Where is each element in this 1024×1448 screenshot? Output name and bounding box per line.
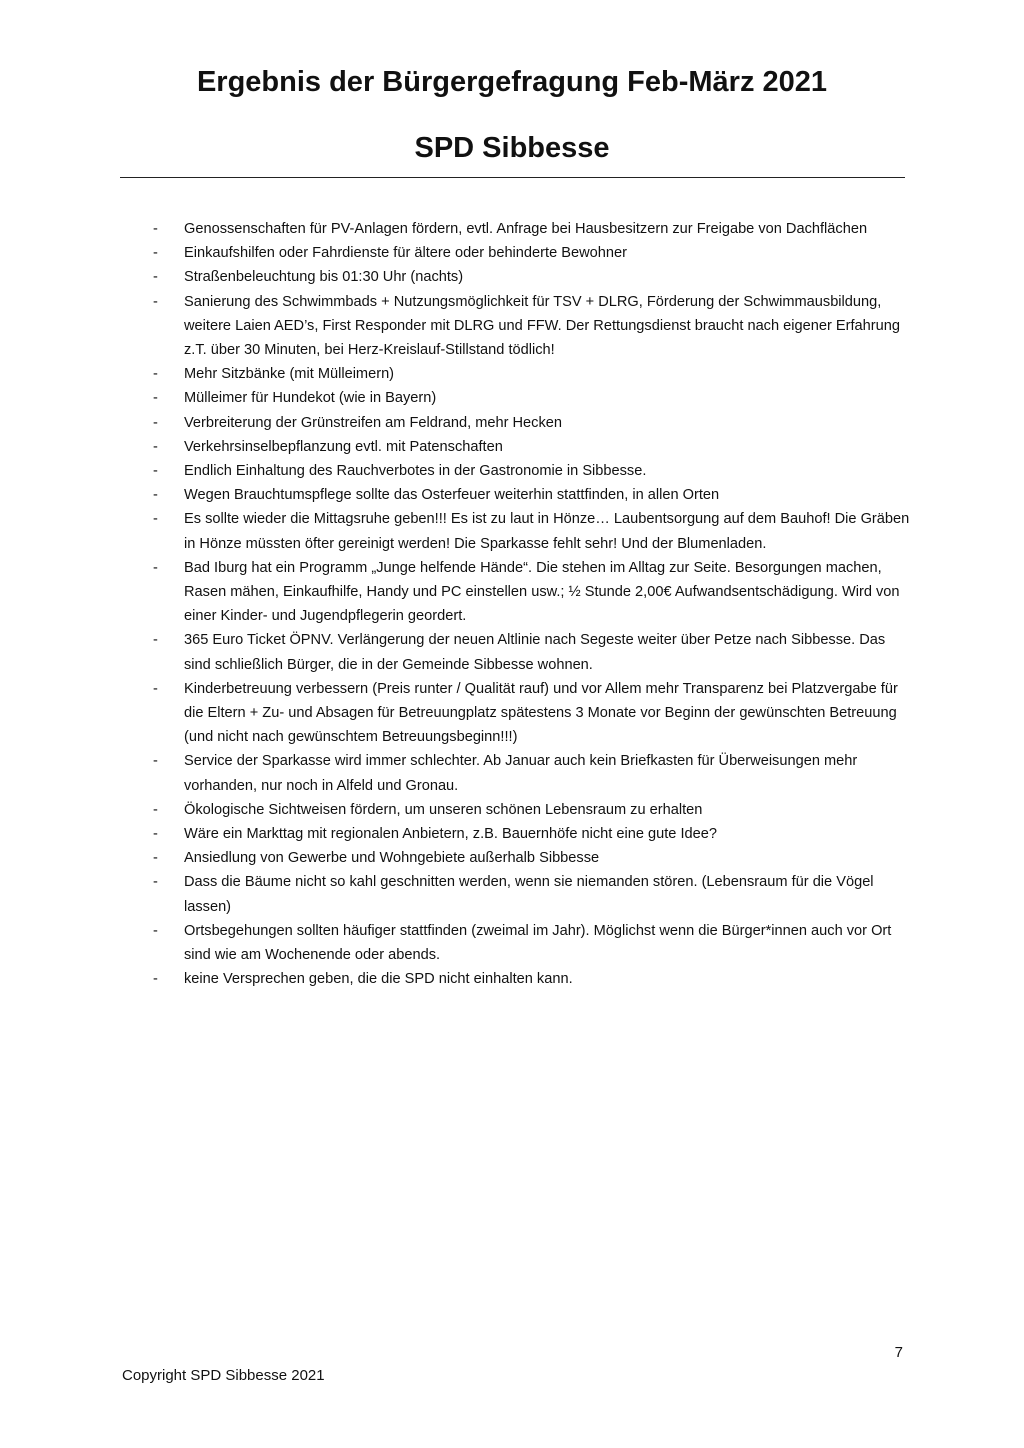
list-item xyxy=(150,265,910,289)
bullet-dash: - xyxy=(153,874,158,891)
list-item xyxy=(150,749,910,797)
list-item xyxy=(150,919,910,967)
list-item-text: Ortsbegehungen sollten häufiger stattfinden (zweimal im Jahr). Möglichst wenn die Bürger*innen auch vor Ort sind wie am Wochenende oder abends. xyxy=(184,922,892,964)
list-item xyxy=(150,290,910,363)
list-item xyxy=(150,798,910,822)
list-item-text: Service der Sparkasse wird immer schlechter. Ab Januar auch kein Briefkasten für Überweisungen mehr vorhanden, nur noch in Alfeld und Gronau. xyxy=(184,753,858,794)
bullet-dash: - xyxy=(153,922,158,939)
list-item-text: Einkaufshilfen oder Fahrdienste für ältere oder behinderte Bewohner xyxy=(184,245,627,262)
list-item xyxy=(150,822,910,846)
list-item xyxy=(150,483,910,507)
list-item xyxy=(150,870,910,918)
bullet-dash: - xyxy=(153,245,158,262)
list-item xyxy=(150,507,910,555)
bullet-dash: - xyxy=(153,366,158,383)
list-item-text: Dass die Bäume nicht so kahl geschnitten werden, wenn sie niemanden stören. (Lebensraum für die Vögel lassen) xyxy=(184,874,874,915)
list-item xyxy=(150,217,910,241)
bullet-dash: - xyxy=(153,438,158,455)
list-item-text: keine Versprechen geben, die die SPD nicht einhalten kann. xyxy=(184,971,573,988)
bullet-dash: - xyxy=(153,293,158,310)
list-item-text: Mehr Sitzbänke (mit Mülleimern) xyxy=(184,366,395,383)
bullet-dash: - xyxy=(153,971,158,988)
results-list xyxy=(150,217,910,992)
list-item xyxy=(150,386,910,410)
bullet-dash: - xyxy=(153,390,158,407)
title-divider xyxy=(120,177,905,178)
list-item-text: Ökologische Sichtweisen fördern, um unseren schönen Lebensraum zu erhalten xyxy=(184,801,703,818)
bullet-dash: - xyxy=(153,511,158,528)
bullet-dash: - xyxy=(153,221,158,237)
list-item-text: Sanierung des Schwimmbads + Nutzungsmöglichkeit für TSV + DLRG, Förderung der Schwimmausbildung, weitere Laien AED’s, First Responder mit DLRG und FFW. Der Rettungsdienst braucht nach eigener Erfahrung z.T. über 30 Minuten, bei Herz-Kreislauf-Stillstand tödlich! xyxy=(184,293,900,359)
list-item xyxy=(150,459,910,483)
bullet-dash: - xyxy=(153,826,158,843)
list-item-text: Genossenschaften für PV-Anlagen fördern, evtl. Anfrage bei Hausbesitzern zur Freigabe von Dachflächen xyxy=(184,221,868,237)
list-item xyxy=(150,241,910,265)
bullet-dash: - xyxy=(153,414,158,431)
bullet-dash: - xyxy=(153,559,158,576)
list-item-text: Endlich Einhaltung des Rauchverbotes in der Gastronomie in Sibbesse. xyxy=(184,463,647,480)
bullet-dash: - xyxy=(153,632,158,649)
page-title: Ergebnis der Bürgergefragung Feb-März 2021 xyxy=(196,66,828,98)
list-item xyxy=(150,677,910,750)
bullet-dash: - xyxy=(153,680,158,697)
list-item-text: Mülleimer für Hundekot (wie in Bayern) xyxy=(184,390,437,407)
list-item-text: Verkehrsinselbepflanzung evtl. mit Patenschaften xyxy=(184,438,503,455)
bullet-dash: - xyxy=(153,801,158,818)
bullet-dash: - xyxy=(153,753,158,770)
list-item-text: Wäre ein Markttag mit regionalen Anbietern, z.B. Bauernhöfe nicht eine gute Idee? xyxy=(184,826,717,843)
list-item xyxy=(150,556,910,629)
list-item xyxy=(150,628,910,676)
bullet-dash: - xyxy=(153,850,158,867)
list-item-text: Kinderbetreuung verbessern (Preis runter / Qualität rauf) und vor Allem mehr Transparenz bei Platzvergabe für die Eltern + Zu- und Absagen für Betreuungplatz spätestens 3 Monate vor Beginn der gewünschten Betreuung (und nicht nach gewünschtem Betreuungsbeginn!!!) xyxy=(184,680,898,746)
list-item-text: Bad Iburg hat ein Programm „Junge helfende Hände“. Die stehen im Alltag zur Seite. Besorgungen machen, Rasen mähen, Einkaufhilfe, Handy und PC einstellen usw.; ½ Stunde 2,00€ Aufwandsentschädigung. Wird von einer Kinder- und Jugendpflegerin geordert. xyxy=(184,559,900,625)
list-item xyxy=(150,362,910,386)
list-item xyxy=(150,411,910,435)
list-item-text: Verbreiterung der Grünstreifen am Feldrand, mehr Hecken xyxy=(184,414,562,431)
page-number: 7 xyxy=(894,1344,903,1361)
list-item-text: 365 Euro Ticket ÖPNV. Verlängerung der neuen Altlinie nach Segeste weiter über Petze nach Sibbesse. Das sind schließlich Bürger, die in der Gemeinde Sibbesse wohnen. xyxy=(184,632,886,673)
list-item-text: Es sollte wieder die Mittagsruhe geben!!! Es ist zu laut in Hönze… Laubentsorgung auf dem Bauhof! Die Gräben in Hönze müssten öfter gereinigt werden! Die Sparkasse fehlt sehr! Und der Blumenladen. xyxy=(184,511,910,552)
copyright-footer: Copyright SPD Sibbesse 2021 xyxy=(122,1367,325,1384)
list-item-text: Ansiedlung von Gewerbe und Wohngebiete außerhalb Sibbesse xyxy=(184,850,600,867)
page-subtitle: SPD Sibbesse xyxy=(414,132,610,164)
bullet-dash: - xyxy=(153,463,158,480)
list-item xyxy=(150,967,910,991)
list-item xyxy=(150,435,910,459)
list-item xyxy=(150,846,910,870)
list-item-text: Straßenbeleuchtung bis 01:30 Uhr (nachts) xyxy=(184,269,464,286)
list-item-text: Wegen Brauchtumspflege sollte das Osterfeuer weiterhin stattfinden, in allen Orten xyxy=(184,487,720,504)
bullet-dash: - xyxy=(153,487,158,504)
bullet-dash: - xyxy=(153,269,158,286)
